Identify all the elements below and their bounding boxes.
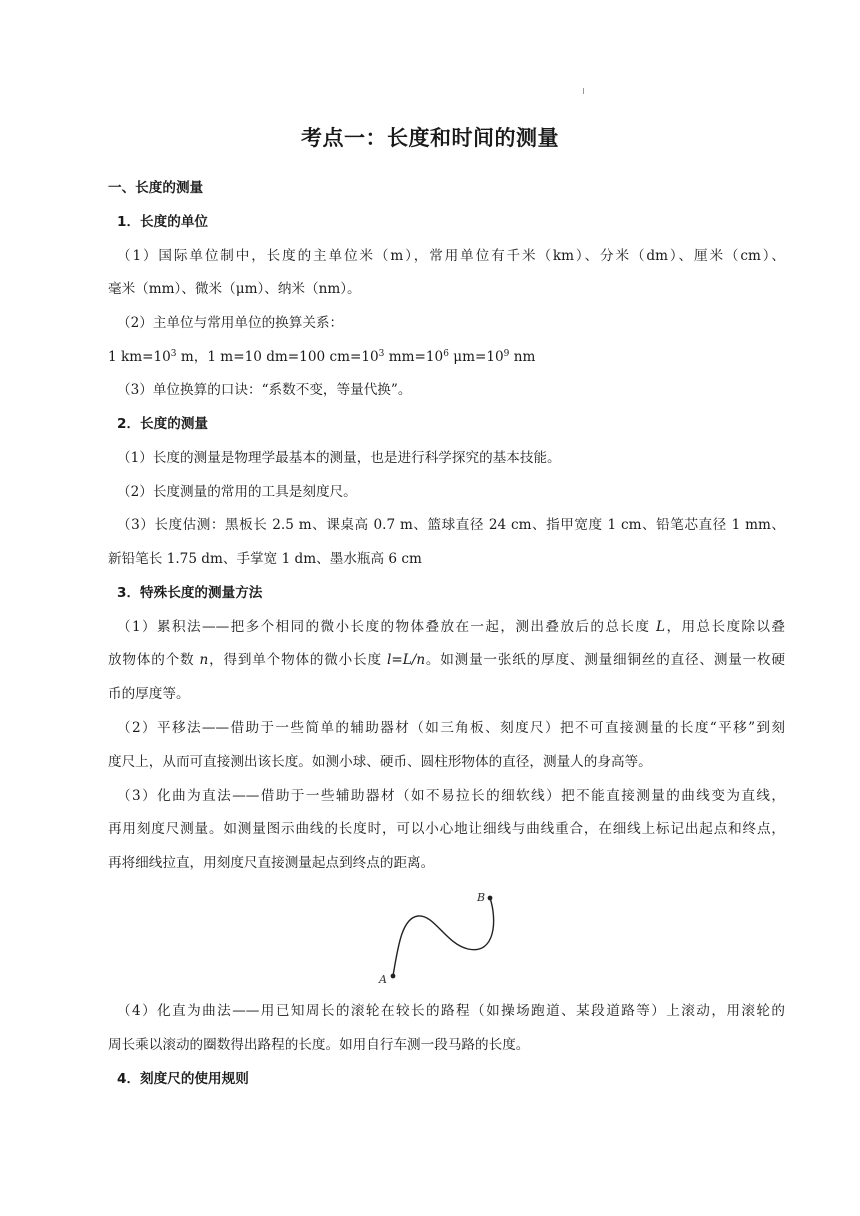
point-a-dot <box>391 974 396 979</box>
paragraph-units-line1: （1）国际单位制中，长度的主单位米（m），常用单位有千米（km）、分米（dm）、厘米（cm）、 <box>117 248 785 264</box>
conversion-formula: 1 $km=10^3$ m，1 m=10 dm=100 $cm=10^3$ $mm=10^6$ $\mu m=10^9$ nm <box>108 349 536 365</box>
paragraph-curve-line1: （3）化曲为直法——借助于一些辅助器材（如不易拉长的细软线）把不能直接测量的曲线变为直线， <box>117 788 785 804</box>
paragraph-estimation-line2: 新铅笔长 1.75 dm、手掌宽 1 dm、墨水瓶高 6 cm <box>108 551 422 567</box>
paragraph-accumulation-line2: 放物体的个数 n，得到单个物体的微小长度 l=L/n。如测量一张纸的厚度、测量细铜丝的直径、测量一枚硬 <box>108 652 785 668</box>
paragraph-measurement-basic: （1）长度的测量是物理学最基本的测量，也是进行科学探究的基本技能。 <box>117 450 561 466</box>
curve-line <box>393 898 494 976</box>
paragraph-measurement-tool: （2）长度测量的常用的工具是刻度尺。 <box>117 484 357 500</box>
point-b-dot <box>488 896 493 901</box>
point-a-label: A <box>379 973 387 984</box>
subheading-ruler-rules: 4．刻度尺的使用规则 <box>117 1071 249 1087</box>
page-title: 考点一：长度和时间的测量 <box>301 126 559 150</box>
paragraph-accumulation-line1: （1）累积法——把多个相同的微小长度的物体叠放在一起，测出叠放后的总长度 L，用总长度除以叠 <box>117 619 786 635</box>
subheading-units: 1．长度的单位 <box>117 214 209 230</box>
subheading-special-methods: 3．特殊长度的测量方法 <box>117 585 263 601</box>
paragraph-accumulation-line3: 币的厚度等。 <box>108 686 190 702</box>
paragraph-roller-line1: （4）化直为曲法——用已知周长的滚轮在较长的路程（如操场跑道、某段道路等）上滚动，用滚轮的 <box>117 1003 785 1019</box>
point-b-label: B <box>477 891 486 904</box>
header-mark <box>583 88 584 94</box>
paragraph-curve-line2: 再用刻度尺测量。如测量图示曲线的长度时，可以小心地让细线与曲线重合，在细线上标记出起点和终点， <box>108 821 785 837</box>
paragraph-translation-line2: 度尺上，从而可直接测出该长度。如测小球、硬币、圆柱形物体的直径，测量人的身高等。 <box>108 754 652 770</box>
paragraph-mnemonic: （3）单位换算的口诀：“系数不变，等量代换”。 <box>117 382 412 398</box>
paragraph-translation-line1: （2）平移法——借助于一些简单的辅助器材（如三角板、刻度尺）把不可直接测量的长度“平移”到刻 <box>117 720 785 736</box>
subheading-measurement: 2．长度的测量 <box>117 416 209 432</box>
paragraph-units-line2: 毫米（mm）、微米（μm）、纳米（nm）。 <box>108 281 361 297</box>
section-heading-length-measurement: 一、长度的测量 <box>108 180 204 196</box>
paragraph-estimation-line1: （3）长度估测：黑板长 2.5 m、课桌高 0.7 m、篮球直径 24 cm、指甲宽度 1 cm、铅笔芯直径 1 mm、 <box>117 517 785 533</box>
paragraph-curve-line3: 再将细线拉直，用刻度尺直接测量起点到终点的距离。 <box>108 855 435 871</box>
paragraph-conversion-intro: （2）主单位与常用单位的换算关系： <box>117 315 344 331</box>
paragraph-roller-line2: 周长乘以滚动的圈数得出路程的长度。如用自行车测一段马路的长度。 <box>108 1037 530 1053</box>
curve-figure <box>372 884 502 984</box>
